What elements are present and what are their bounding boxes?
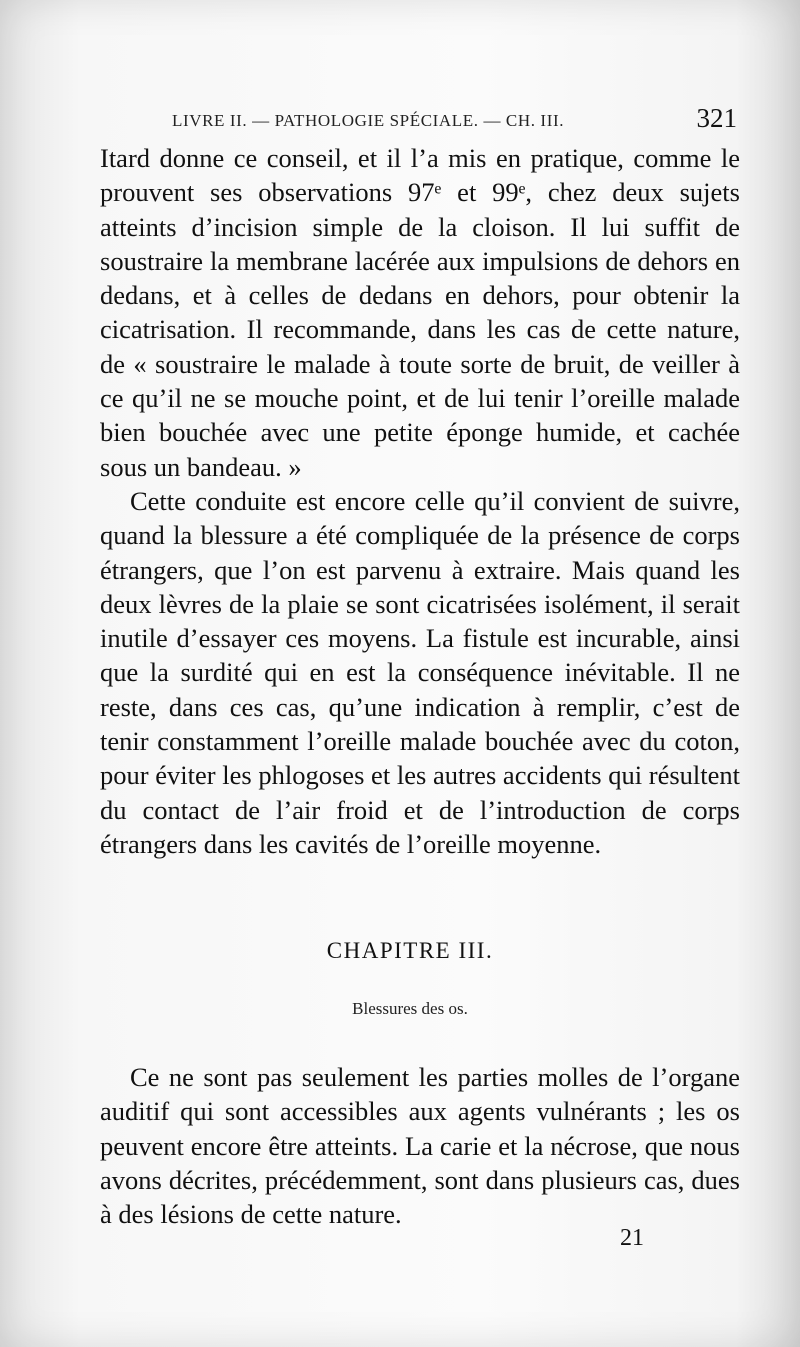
chapter-paragraph: Ce ne sont pas seulement les parties molles de l’organe auditif qui sont accessibles aux agents vulnérants ; les os peuvent encore être atteints. La carie et la nécrose, que nous avons décrites, précédemment, sont dans plusieurs cas, dues à des lésions de cette nature. — [100, 1062, 740, 1230]
page-number: 321 — [696, 103, 737, 133]
signature-mark: 21 — [620, 1225, 644, 1251]
paragraph-2: Cette conduite est encore celle qu’il convient de suivre, quand la blessure a été compliquée de la présence de corps étrangers, que l’on est parvenu à extraire. Mais quand les deux lèvres de la plaie se sont cicatrisées isolément, il serait inutile d’essayer ces moyens. La fistule est incurable, ainsi que la surdité qui en est la conséquence inévitable. Il ne reste, dans ces cas, qu’une indication à remplir, c’est de tenir constamment l’oreille malade bouchée avec du coton, pour éviter les phlogoses et les autres accidents qui résultent du contact de l’air froid et de l’introduction de corps étrangers dans les cavités de l’oreille moyenne. — [100, 486, 740, 859]
chapter-title: CHAPITRE III. — [326, 938, 494, 963]
running-head-title: LIVRE II. — PATHOLOGIE SPÉCIALE. — CH. III. — [172, 111, 565, 130]
running-head — [172, 103, 737, 139]
chapter-subtitle: Blessures des os. — [352, 999, 468, 1018]
paragraph-1: Itard donne ce conseil, et il l’a mis en pratique, comme le prouvent ses observations 97ᵉ et 99ᵉ, chez deux sujets atteints d’incision simple de la cloison. Il lui suffit de soustraire la membrane lacérée aux impulsions de dehors en dedans, et à celles de dedans en dehors, pour obtenir la cicatrisation. Il recommande, dans les cas de cette nature, de « soustraire le malade à toute sorte de bruit, de veiller à ce qu’il ne se mouche point, et de lui tenir l’oreille malade bien bouchée avec une petite éponge humide, et cachée sous un bandeau. » — [100, 143, 740, 482]
